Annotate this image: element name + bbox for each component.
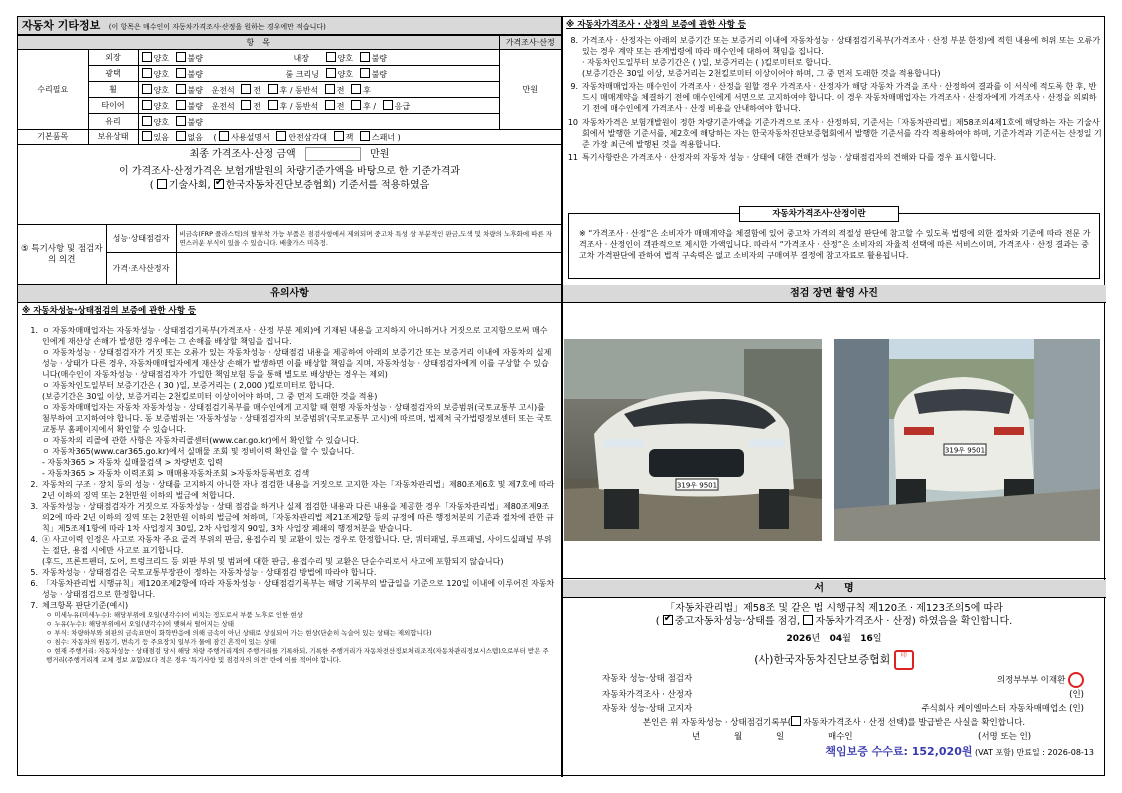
notice-title: ※ 자동차성능·상태점검의 보증에 관한 사항 등 <box>22 306 197 316</box>
checkbox[interactable] <box>268 100 278 110</box>
checkbox[interactable] <box>360 68 370 78</box>
notice-list <box>22 325 555 665</box>
expiry-date: 만료일 : 2026-08-13 <box>1016 748 1094 758</box>
row-name: 외장 <box>88 50 138 66</box>
row-options-wheel: 양호 불량 운전석 전 후 / 동반석 전 후 <box>138 82 499 98</box>
guarantee-item: 10 자동차가격은 보험개발원이 정한 차량기준가액을 기준가격으로 조사 · 산정하되, 기준서는「자동차관리법」제58조의4제1호에 해당하는 자는 기술사회에서 발행한 기준서를, 제2호에 해당하는 자는 한국자동차진단보증협회에서 발행한 기준서를 각각 적용하여야 하며, 기준가격과 기준서는 산정일 기준 가장 최근에 발행된 것을 적용합니다. <box>567 117 1102 149</box>
repair-label: 수리필요 <box>18 50 88 130</box>
guarantee-section <box>562 17 1106 285</box>
notice-item: 3. 자동차성능 · 상태점검자가 거짓으로 자동차성능 · 상태 점검을 하거나 실제 점검한 내용과 다른 내용을 제공한 경우「자동차관리법」제80조제9조의2에 따라 2년 이하의 징역 또는 2천만원 이하의 벌금에 처하며,「자동차관리법 제21조제2항 등의 규정에 따른 행정처분의 기준과 절차에 관한 규칙」제5조제1항에 따라 1차 사업정지 30일, 2차 사업정지 90일, 3차 사업장 폐쇄의 행정처분을 받습니다. <box>30 501 554 533</box>
criteria-item: ㅇ 미세누유(미세누수): 해당부위에 오일(냉각수)이 비치는 정도로서 부품 노후로 인한 현상 <box>46 610 303 619</box>
checkbox[interactable] <box>241 84 251 94</box>
basic-options: 있음 없음 ( 사용설명서 안전삼각대 잭 스패너 ) <box>138 130 561 145</box>
row-options-polish: 양호 불량 룸 크리닝 양호 불량 <box>138 66 499 82</box>
col-item-header: 항 목 <box>18 36 499 50</box>
guarantee-content <box>562 17 1106 163</box>
checkbox[interactable] <box>325 100 335 110</box>
signer-rows <box>562 672 1106 716</box>
checkbox[interactable] <box>142 131 152 141</box>
signature-section <box>562 580 1106 777</box>
checkbox[interactable] <box>276 131 286 141</box>
final-price-row <box>18 145 561 165</box>
basis-line1: 이 가격조사·산정가격은 보험개발원의 차량기준가액을 바탕으로 한 기준가격과 <box>118 166 461 177</box>
car-photo-2 <box>834 339 1100 541</box>
checkbox[interactable] <box>176 131 186 141</box>
row-options-glass: 양호 불량 <box>138 114 499 130</box>
org-name: (사)한국자동차진단보증협회 印 <box>562 650 1106 670</box>
plate-text-2: 319우 9501 <box>944 446 986 455</box>
checkbox-checked[interactable] <box>214 179 224 189</box>
guarantee-list <box>566 35 1102 163</box>
signature-statement <box>562 602 1106 628</box>
checkbox[interactable] <box>351 84 361 94</box>
vertical-divider <box>562 17 563 777</box>
car-photo-1 <box>564 339 822 541</box>
checkbox-checked[interactable] <box>663 615 673 625</box>
inspector-label: 성능·상태점검자 <box>106 225 176 253</box>
checkbox[interactable] <box>268 84 278 94</box>
inspection-photo-rear-right <box>834 339 1100 541</box>
row-name: 유리 <box>88 114 138 130</box>
notice-item: 1. ㅇ 자동차매매업자는 자동차성능 · 상태점검기록부(가격조사 · 산정 부분 제외)에 기재된 내용을 고지하지 아니하거나 거짓으로 고지함으로써 매수인에게 재산상 손해가 발생한 경우에는 그 손해를 배상할 책임을 집니다. ㅇ 자동차성능 · 상태점검자가 거짓 또는 오류가 있는 자동차성능 · 상태점검 내용을 제공하여 아래의 보증기간 또는 보증거리 이내에 자동차의 실제 성능 · 상태가 다른 경우, 자동차매매업자에게 재산상 손해가 발생하면 이를 배상할 책임을 지며, 자동차성능 · 상태점검자에게 이를 구상할 수 있습니다(매수인이 자동차성능 · 상태점검자가 가입한 책임보험 등을 통해 별도로 배상받는 경우는 제외) ㅇ 자동차인도일부터 보증기간은 ( 30 )일, 보증거리는 ( 2,000 )킬로미터로 합니다. (보증기간은 30일 이상, 보증거리는 2천킬로미터 이상이어야 하며, 그 중 먼저 도래한 것을 적용) ㅇ 자동차매매업자는 자동차 자동차성능 · 상태점검기록부를 매수인에게 고지할 때 현행 자동차성능 · 상태점검자의 보증범위(국토교통부 고시)를 첨부하여 고지하여야 합니다. 동 보증범위는 '자동차성능 · 상태점검자의 보증범위'(국토교통부 고시)에 따르며, 법제처 국가법령정보센터 또는 국토교통부 홈페이지에서 확인할 수 있습니다. ㅇ 자동차의 리콜에 관한 사항은 자동차리콜센터(www.car.go.kr)에서 확인할 수 있습니다. ㅇ 자동차365(www.car365.go.kr)에서 실매물 조회 및 정비이력 확인을 할 수 있습니다. - 자동차365 > 자동차 실매물검색 > 차량번호 입력 - 자동차365 > 자동차 이력조회 > 매매용자동차조회 >자동차등록번호 검색 <box>30 325 552 478</box>
basic-name: 보유상태 <box>88 130 138 145</box>
basis-line2: ( 기술사회, ✔한국자동차진단보증협회) 기준서를 적용하였음 <box>18 179 561 193</box>
other-info-table <box>18 35 561 145</box>
checkbox[interactable] <box>176 116 186 126</box>
definition-title: 자동차가격조사·산정이란 <box>739 206 899 222</box>
notice-header: 유의사항 <box>18 285 561 303</box>
inspection-record-sheet <box>17 16 1105 776</box>
other-info-section <box>18 17 562 285</box>
criteria-item: ㅇ 침수: 자동차의 원동기, 변속기 등 주요장치 일부가 물에 잠긴 흔적이 있는 상태 <box>46 637 276 646</box>
signature-header: 서 명 <box>562 580 1106 598</box>
fee-amount: 책임보증 수수료: 152,020원 <box>825 745 973 759</box>
checkbox[interactable] <box>176 84 186 94</box>
final-price-unit: 만원 <box>370 149 390 160</box>
other-info-subtitle: (이 항목은 매수인이 자동차가격조사·산정을 원하는 경우에만 적습니다) <box>108 23 326 31</box>
checkbox[interactable] <box>326 68 336 78</box>
inspector-opinion: 비금속(FRP 플라스틱)의 탈부착 가능 부품은 점검사항에서 제외되며 중고차 특성 상 부분적인 판금,도색 및 차량의 노후화에 따른 자연스러운 부식이 있을 수 있습니다. 배출가스 미측정. <box>176 225 561 253</box>
criteria-list <box>26 611 555 665</box>
checkbox[interactable] <box>176 68 186 78</box>
photo-section <box>562 285 1106 579</box>
criteria-item: ㅇ 누유(누수): 해당부위에서 오일(냉각수)이 맺혀서 떨어지는 상태 <box>46 619 234 628</box>
fee-row <box>562 744 1106 761</box>
statement-line1: 「자동차관리법」제58조 및 같은 법 시행규칙 제120조 · 제123조의5에 따라 <box>665 603 1003 614</box>
inspector-seal-icon <box>1068 672 1084 688</box>
notice-content <box>18 303 561 665</box>
checkbox[interactable] <box>157 179 167 189</box>
guarantee-item: 9. 자동차매매업자는 매수인이 가격조사 · 산정을 원할 경우 가격조사 · 산정자가 해당 자동차 가격을 조사 · 산정하여 결과를 이 서식에 적도록 한 후, 반드시 매매계약을 체결하기 전에 매수인에게 서면으로 고지하여야 합니다. 이 경우 자동차매매업자는 가격조사 · 산정자에게 가격조사 · 산정을 의뢰하기 전에 매수인에게 가격조사 · 산정 비용을 안내하여야 합니다. <box>570 81 1097 113</box>
price-unit: 만원 <box>499 50 561 130</box>
checkbox[interactable] <box>241 100 251 110</box>
plate-text-1: 319우 9501 <box>676 481 718 490</box>
special-label: ⑤ 특기사항 및 점검자의 의견 <box>18 225 106 285</box>
definition-text: ※ “가격조사 · 산정”은 소비자가 매매계약을 체결함에 있어 중고차 가격의 적절성 판단에 참고할 수 있도록 법령에 의한 절차와 기준에 따라 전문 가격조사 · 산정인이 객관적으로 제시한 가액입니다. 따라서 “가격조사 · 산정”은 소비자의 자율적 선택에 따른 서비스이며, 가격조사 · 산정 결과는 중고차 가격판단에 관하여 법적 구속력은 없고 소비자의 구매여부 결정에 참고자료로 활용됩니다. <box>579 229 1091 260</box>
notice-item: 6. 「자동차관리법 시행규칙」제120조제2항에 따라 자동차성능 · 상태점검기록부는 해당 기록부의 발급일을 기준으로 120일 이내에 이루어진 자동차 성능 · 상태점검으로 한정합니다. <box>30 578 555 599</box>
checkbox[interactable] <box>334 131 344 141</box>
checkbox[interactable] <box>803 615 813 625</box>
guarantee-title: ※ 자동차가격조사 · 산정의 보증에 관한 사항 등 <box>566 20 747 30</box>
checkbox[interactable] <box>360 52 370 62</box>
checkbox[interactable] <box>351 100 361 110</box>
col-price-header: 가격조사·산정 <box>499 36 561 50</box>
guarantee-item: 8. 가격조사 · 산정자는 아래의 보증기간 또는 보증거리 이내에 자동차성능 · 상태점검기록부(가격조사 · 산정 부분 한정)에 적힌 내용에 허위 또는 오류가 있는 경우 계약 또는 관계법령에 따라 매수인에 대하여 책임을 집니다. · 자동차인도일부터 보증기간은 ( )일, 보증거리는 ( )킬로미터로 합니다. (보증기간은 30일 이상, 보증거리는 2천킬로미터 이상이어야 하며, 그 중 먼저 도래한 것을 적용합니다) <box>570 35 1101 78</box>
notice-item: 5. 자동차성능 · 상태점검은 국토교통부장관이 정하는 자동차성능 · 상태점검 방법에 따라야 합니다. <box>30 567 377 577</box>
criteria-item: ㅇ 현재 주행거리: 자동차성능 · 상태점검 당시 해당 차량 주행거리계의 주행거리를 기록하되, 기록한 주행거리가 자동차전산정보처리조직(자동차관리정보시스템)으로부터 받은 주행거리(주행거리계 교체 정보 포함)보다 적은 경우 '특기사항 및 점검자의 의견' 란에 이를 적어야 합니다. <box>46 646 549 664</box>
checkbox[interactable] <box>142 68 152 78</box>
final-price-label: 최종 가격조사·산정 금액 <box>189 149 296 160</box>
checkbox[interactable] <box>326 52 336 62</box>
signer-row: 자동차가격조사 · 산정자 (인) <box>602 690 1084 701</box>
checkbox[interactable] <box>142 100 152 110</box>
other-info-title-bar <box>18 17 561 35</box>
signer-row: 자동차 성능·상태 점검자 의정부부부 이재환 <box>602 672 1084 688</box>
row-name: 휠 <box>88 82 138 98</box>
checkbox[interactable] <box>791 716 801 726</box>
row-name: 타이어 <box>88 98 138 114</box>
inspection-photo-front-left <box>564 339 822 541</box>
row-options-tire: 양호 불량 운전석 전 후 / 동반석 전 후 / 응급 <box>138 98 499 114</box>
fee-vat: (VAT 포함) <box>975 748 1014 758</box>
final-price-input[interactable] <box>305 147 361 161</box>
checkbox[interactable] <box>219 131 229 141</box>
special-notes-table <box>18 224 561 285</box>
appraiser-label: 가격·조사산정자 <box>106 253 176 285</box>
guarantee-item: 11 특기사항란은 가격조사 · 산정자의 자동차 성능 · 상태에 대한 견해가 성능 · 상태점검자의 견해와 다를 경우 표시합니다. <box>567 152 997 162</box>
row-name: 광택 <box>88 66 138 82</box>
signer-row: 자동차 성능·상태 고지자 주식회사 케이엘마스터 자동차매매업소 (인) <box>602 704 1084 715</box>
buyer-confirm: 본인은 위 자동차성능 · 상태점검기록부( 자동차가격조사 · 산정 선택)를 발급받은 사실을 확인합니다. <box>642 718 1026 729</box>
checkbox[interactable] <box>360 131 370 141</box>
checkbox[interactable] <box>383 100 393 110</box>
notice-item: 4. ⓐ 사고이력 인정은 사고로 자동차 주요 골격 부위의 판금, 용접수리 및 교환이 있는 경우로 한정합니다. 단, 쿼터패널, 루프패널, 사이드실패널 부위는 절단, 용접 시에만 사고로 표기합니다. (후드, 프론트펜더, 도어, 트렁크리드 등 외판 부위 및 범퍼에 대한 판금, 용접수리 및 교환은 단순수리로서 사고에 포함되지 않습니다) <box>30 534 552 566</box>
checkbox[interactable] <box>176 52 186 62</box>
issue-date: 2026년 04월 16일 <box>786 634 882 644</box>
checkbox[interactable] <box>325 84 335 94</box>
basic-label: 기본품목 <box>18 130 88 145</box>
notice-item: 2. 자동차의 구조 · 장치 등의 성능 · 상태를 고지하지 아니한 자나 점검한 내용을 거짓으로 고지한 자는「자동차관리법」제80조제6호 및 제7호에 따라 2년 이하의 징역 또는 2천만원 이하의 벌금에 처합니다. <box>30 479 555 500</box>
row-options-exterior: 양호 불량 내장 양호 불량 <box>138 50 499 66</box>
other-info-title: 자동차 기타정보 <box>22 19 101 32</box>
notice-section <box>18 285 562 777</box>
org-seal-icon: 印 <box>894 650 914 670</box>
buyer-sign-row: 년 월 일 매수인 (서명 또는 인) <box>692 732 1032 743</box>
appraiser-opinion <box>176 253 561 285</box>
checkbox[interactable] <box>142 84 152 94</box>
photo-header: 점검 장면 촬영 사진 <box>562 285 1106 303</box>
basis-block <box>18 165 561 193</box>
definition-box <box>568 209 1100 279</box>
checkbox[interactable] <box>142 52 152 62</box>
notice-item: 7. 체크항목 판단기준(예시) <box>30 600 129 610</box>
statement-line2: ( ✔중고자동차성능·상태를 점검, 자동차가격조사 · 산정) 하였음을 확인합니다. <box>562 615 1106 628</box>
criteria-item: ㅇ 부식: 차량하부와 외판의 금속표면이 화학반응에 의해 금속이 아닌 상태로 상실되어 가는 현상(단순히 녹슬어 있는 상태는 제외합니다) <box>46 628 432 637</box>
checkbox[interactable] <box>142 116 152 126</box>
checkbox[interactable] <box>176 100 186 110</box>
